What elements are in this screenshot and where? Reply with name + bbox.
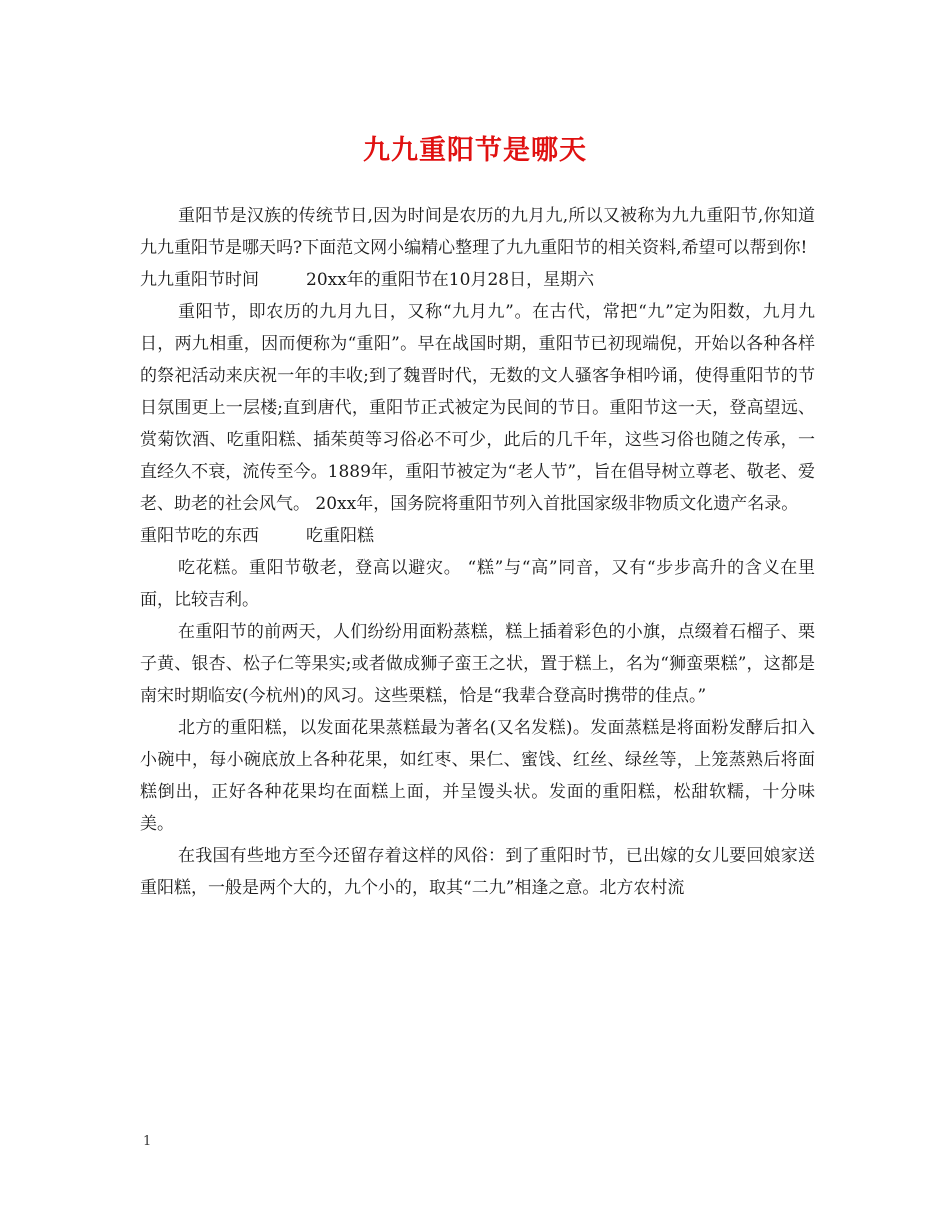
- chestnut-cake-paragraph: 在重阳节的前两天，人们纷纷用面粉蒸糕，糕上插着彩色的小旗，点缀着石榴子、栗子黄、银杏、松子仁等果实;或者做成狮子蛮王之状，置于糕上，名为“狮蛮栗糕”，这都是南宋时期临安(今杭州)的风习。这些栗糕，恰是“我辈合登高时携带的佳点。”: [140, 622, 815, 706]
- intro-paragraph: 重阳节是汉族的传统节日,因为时间是农历的九月九,所以又被称为九九重阳节,你知道九九重阳节是哪天吗?下面范文网小编精心整理了九九重阳节的相关资料,希望可以帮到你!: [140, 206, 815, 258]
- document-title: 九九重阳节是哪天: [363, 135, 587, 166]
- page-number: 1: [143, 1134, 152, 1149]
- festival-date-value: 20xx年的重阳节在10月28日，星期六: [306, 270, 595, 290]
- custom-paragraph: 在我国有些地方至今还留存着这样的风俗：到了重阳时节，已出嫁的女儿要回娘家送重阳糕，一般是两个大的，九个小的，取其“二九”相逢之意。北方农村流: [140, 846, 815, 898]
- flower-cake-paragraph: 吃花糕。重阳节敬老，登高以避灾。 “糕”与“高”同音，又有“步步高升的含义在里面，比较吉利。: [140, 558, 815, 610]
- festival-food-label: 重阳节吃的东西: [140, 526, 259, 546]
- festival-date-line: [140, 264, 815, 296]
- festival-food-line: [140, 520, 815, 552]
- northern-cake-paragraph: 北方的重阳糕，以发面花果蒸糕最为著名(又名发糕)。发面蒸糕是将面粉发酵后扣入小碗中，每小碗底放上各种花果，如红枣、果仁、蜜饯、红丝、绿丝等，上笼蒸熟后将面糕倒出，正好各种花果均在面糕上面，并呈馒头状。发面的重阳糕，松甜软糯，十分味美。: [140, 718, 815, 834]
- festival-food-value: 吃重阳糕: [306, 526, 374, 546]
- festival-date-label: 九九重阳节时间: [140, 270, 259, 290]
- history-paragraph: 重阳节，即农历的九月九日，又称“九月九”。在古代，常把“九”定为阳数，九月九日，两九相重，因而便称为“重阳”。早在战国时期，重阳节已初现端倪，开始以各种各样的祭祀活动来庆祝一年的丰收;到了魏晋时代，无数的文人骚客争相吟诵，使得重阳节的节日氛围更上一层楼;直到唐代，重阳节正式被定为民间的节日。重阳节这一天，登高望远、赏菊饮酒、吃重阳糕、插茱萸等习俗必不可少，此后的几千年，这些习俗也随之传承，一直经久不衰，流传至今。1889年，重阳节被定为“老人节”，旨在倡导树立尊老、敬老、爱老、助老的社会风气。 20xx年，国务院将重阳节列入首批国家级非物质文化遗产名录。: [140, 302, 815, 514]
- document-body: [140, 200, 815, 904]
